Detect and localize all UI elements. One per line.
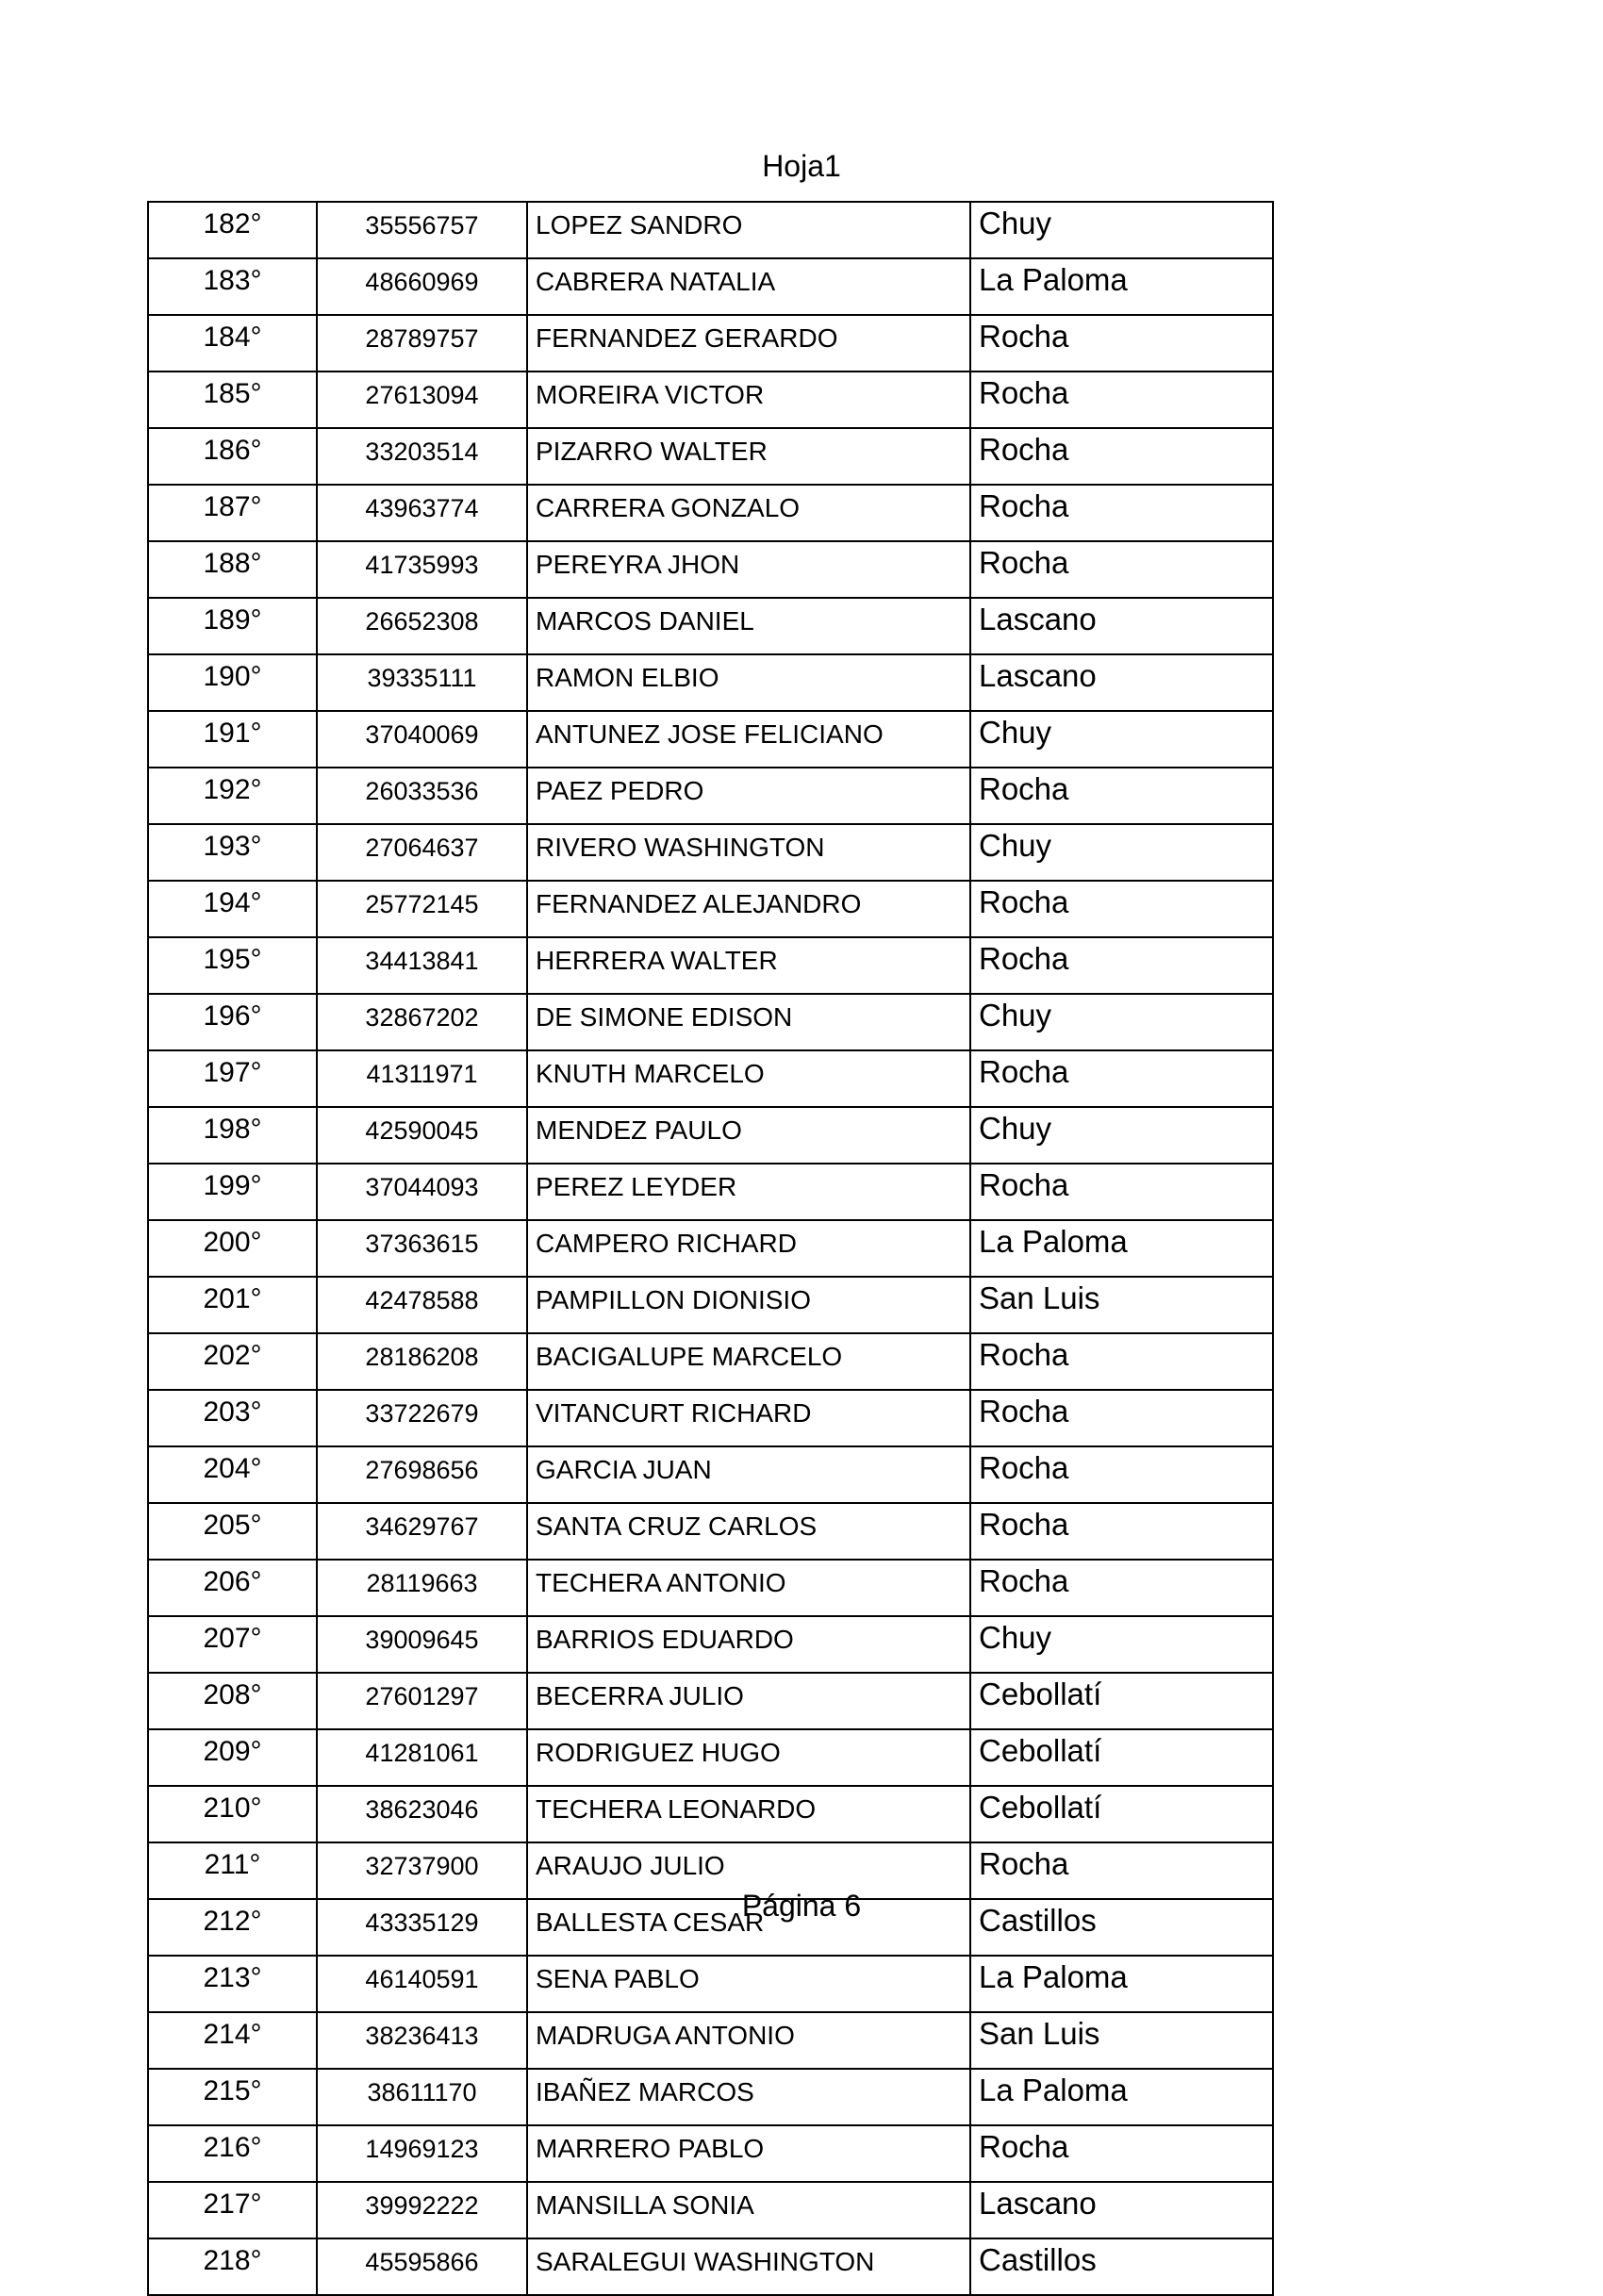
cell-person-name: BALLESTA CESAR [527, 1899, 970, 1956]
cell-person-name: LOPEZ SANDRO [527, 202, 970, 258]
cell-rank: 199° [148, 1164, 317, 1220]
cell-rank: 198° [148, 1107, 317, 1164]
cell-person-name: ARAUJO JULIO [527, 1842, 970, 1899]
cell-city: Rocha [970, 1842, 1273, 1899]
table-row [148, 2125, 1273, 2182]
table-row [148, 994, 1273, 1050]
cell-id-number: 45595866 [317, 2238, 527, 2295]
cell-rank: 186° [148, 428, 317, 485]
table-row [148, 654, 1273, 711]
cell-rank: 201° [148, 1277, 317, 1333]
cell-city: La Paloma [970, 258, 1273, 315]
cell-id-number: 41735993 [317, 541, 527, 598]
cell-person-name: FERNANDEZ GERARDO [527, 315, 970, 372]
cell-rank: 194° [148, 881, 317, 937]
table-row [148, 1560, 1273, 1616]
cell-id-number: 43963774 [317, 485, 527, 541]
cell-city: Rocha [970, 1390, 1273, 1446]
table-row [148, 202, 1273, 258]
cell-person-name: MANSILLA SONIA [527, 2182, 970, 2238]
cell-city: Rocha [970, 372, 1273, 428]
cell-id-number: 26652308 [317, 598, 527, 654]
cell-city: Rocha [970, 1333, 1273, 1390]
cell-id-number: 27613094 [317, 372, 527, 428]
cell-city: Rocha [970, 1560, 1273, 1616]
cell-city: Rocha [970, 315, 1273, 372]
cell-person-name: RIVERO WASHINGTON [527, 824, 970, 881]
cell-rank: 209° [148, 1729, 317, 1786]
table-row [148, 485, 1273, 541]
cell-city: Castillos [970, 1899, 1273, 1956]
cell-id-number: 41281061 [317, 1729, 527, 1786]
table-body [148, 202, 1273, 2295]
cell-city: La Paloma [970, 1220, 1273, 1277]
cell-city: Lascano [970, 598, 1273, 654]
table-row [148, 541, 1273, 598]
sheet-title: Hoja1 [762, 149, 841, 183]
cell-rank: 208° [148, 1673, 317, 1729]
cell-rank: 200° [148, 1220, 317, 1277]
table-row [148, 1729, 1273, 1786]
table-row [148, 711, 1273, 768]
cell-id-number: 28789757 [317, 315, 527, 372]
cell-id-number: 46140591 [317, 1956, 527, 2012]
cell-id-number: 43335129 [317, 1899, 527, 1956]
cell-rank: 193° [148, 824, 317, 881]
table-row [148, 1446, 1273, 1503]
cell-id-number: 34413841 [317, 937, 527, 994]
cell-person-name: BACIGALUPE MARCELO [527, 1333, 970, 1390]
cell-id-number: 39009645 [317, 1616, 527, 1673]
cell-person-name: BECERRA JULIO [527, 1673, 970, 1729]
cell-city: La Paloma [970, 2069, 1273, 2125]
cell-rank: 192° [148, 768, 317, 824]
cell-city: Rocha [970, 937, 1273, 994]
cell-person-name: MARCOS DANIEL [527, 598, 970, 654]
cell-city: Rocha [970, 2125, 1273, 2182]
cell-city: Rocha [970, 541, 1273, 598]
table-row [148, 1616, 1273, 1673]
cell-person-name: SARALEGUI WASHINGTON [527, 2238, 970, 2295]
cell-rank: 215° [148, 2069, 317, 2125]
table-row [148, 1220, 1273, 1277]
cell-city: Castillos [970, 2238, 1273, 2295]
table-row [148, 1107, 1273, 1164]
cell-rank: 218° [148, 2238, 317, 2295]
cell-id-number: 34629767 [317, 1503, 527, 1560]
table-row [148, 1390, 1273, 1446]
cell-city: Rocha [970, 1164, 1273, 1220]
cell-rank: 211° [148, 1842, 317, 1899]
cell-person-name: ANTUNEZ JOSE FELICIANO [527, 711, 970, 768]
cell-id-number: 28119663 [317, 1560, 527, 1616]
cell-person-name: HERRERA WALTER [527, 937, 970, 994]
cell-id-number: 42478588 [317, 1277, 527, 1333]
cell-id-number: 33203514 [317, 428, 527, 485]
cell-person-name: TECHERA LEONARDO [527, 1786, 970, 1842]
cell-person-name: FERNANDEZ ALEJANDRO [527, 881, 970, 937]
cell-person-name: GARCIA JUAN [527, 1446, 970, 1503]
cell-person-name: CARRERA GONZALO [527, 485, 970, 541]
cell-id-number: 37040069 [317, 711, 527, 768]
cell-rank: 187° [148, 485, 317, 541]
table-row [148, 2069, 1273, 2125]
cell-person-name: PIZARRO WALTER [527, 428, 970, 485]
table-row [148, 824, 1273, 881]
cell-id-number: 42590045 [317, 1107, 527, 1164]
cell-person-name: CAMPERO RICHARD [527, 1220, 970, 1277]
cell-id-number: 38236413 [317, 2012, 527, 2069]
cell-city: San Luis [970, 2012, 1273, 2069]
cell-person-name: IBAÑEZ MARCOS [527, 2069, 970, 2125]
cell-rank: 196° [148, 994, 317, 1050]
cell-rank: 182° [148, 202, 317, 258]
cell-city: Lascano [970, 654, 1273, 711]
cell-rank: 212° [148, 1899, 317, 1956]
table-row [148, 1050, 1273, 1107]
cell-id-number: 39992222 [317, 2182, 527, 2238]
cell-person-name: BARRIOS EDUARDO [527, 1616, 970, 1673]
cell-rank: 214° [148, 2012, 317, 2069]
cell-id-number: 32867202 [317, 994, 527, 1050]
cell-rank: 202° [148, 1333, 317, 1390]
cell-city: Chuy [970, 1616, 1273, 1673]
cell-rank: 210° [148, 1786, 317, 1842]
cell-city: Cebollatí [970, 1729, 1273, 1786]
table-row [148, 937, 1273, 994]
cell-person-name: PAEZ PEDRO [527, 768, 970, 824]
cell-rank: 216° [148, 2125, 317, 2182]
cell-city: Rocha [970, 428, 1273, 485]
cell-rank: 217° [148, 2182, 317, 2238]
cell-rank: 190° [148, 654, 317, 711]
cell-id-number: 25772145 [317, 881, 527, 937]
cell-person-name: CABRERA NATALIA [527, 258, 970, 315]
cell-rank: 213° [148, 1956, 317, 2012]
cell-city: Rocha [970, 1446, 1273, 1503]
cell-person-name: TECHERA ANTONIO [527, 1560, 970, 1616]
cell-city: Cebollatí [970, 1786, 1273, 1842]
cell-person-name: KNUTH MARCELO [527, 1050, 970, 1107]
table-row [148, 372, 1273, 428]
cell-person-name: PEREZ LEYDER [527, 1164, 970, 1220]
cell-id-number: 39335111 [317, 654, 527, 711]
table-row [148, 2182, 1273, 2238]
table-row [148, 1333, 1273, 1390]
cell-city: Chuy [970, 994, 1273, 1050]
table-row [148, 2238, 1273, 2295]
cell-rank: 207° [148, 1616, 317, 1673]
cell-city: Chuy [970, 1107, 1273, 1164]
cell-id-number: 37363615 [317, 1220, 527, 1277]
cell-id-number: 32737900 [317, 1842, 527, 1899]
table-row [148, 315, 1273, 372]
table-row [148, 1956, 1273, 2012]
table-row [148, 258, 1273, 315]
cell-city: Rocha [970, 1050, 1273, 1107]
cell-id-number: 35556757 [317, 202, 527, 258]
cell-id-number: 26033536 [317, 768, 527, 824]
cell-city: La Paloma [970, 1956, 1273, 2012]
table-row [148, 428, 1273, 485]
cell-rank: 191° [148, 711, 317, 768]
cell-id-number: 28186208 [317, 1333, 527, 1390]
table-row [148, 1673, 1273, 1729]
cell-city: Cebollatí [970, 1673, 1273, 1729]
cell-city: Lascano [970, 2182, 1273, 2238]
cell-id-number: 27064637 [317, 824, 527, 881]
cell-id-number: 41311971 [317, 1050, 527, 1107]
cell-rank: 189° [148, 598, 317, 654]
page-number-footer: Página 6 [741, 1889, 862, 1923]
table-row [148, 881, 1273, 937]
cell-city: Rocha [970, 1503, 1273, 1560]
cell-city: Chuy [970, 824, 1273, 881]
cell-person-name: SENA PABLO [527, 1956, 970, 2012]
table-row [148, 2012, 1273, 2069]
cell-rank: 183° [148, 258, 317, 315]
cell-person-name: RODRIGUEZ HUGO [527, 1729, 970, 1786]
cell-person-name: MARRERO PABLO [527, 2125, 970, 2182]
cell-rank: 206° [148, 1560, 317, 1616]
cell-id-number: 33722679 [317, 1390, 527, 1446]
cell-city: Rocha [970, 768, 1273, 824]
cell-rank: 197° [148, 1050, 317, 1107]
cell-person-name: PEREYRA JHON [527, 541, 970, 598]
cell-city: Rocha [970, 485, 1273, 541]
cell-rank: 203° [148, 1390, 317, 1446]
cell-city: Rocha [970, 881, 1273, 937]
cell-id-number: 37044093 [317, 1164, 527, 1220]
cell-person-name: VITANCURT RICHARD [527, 1390, 970, 1446]
cell-person-name: MENDEZ PAULO [527, 1107, 970, 1164]
cell-rank: 188° [148, 541, 317, 598]
cell-person-name: MOREIRA VICTOR [527, 372, 970, 428]
cell-person-name: MADRUGA ANTONIO [527, 2012, 970, 2069]
cell-city: Chuy [970, 202, 1273, 258]
table-row [148, 768, 1273, 824]
cell-id-number: 48660969 [317, 258, 527, 315]
table-row [148, 1164, 1273, 1220]
cell-person-name: SANTA CRUZ CARLOS [527, 1503, 970, 1560]
table-row [148, 598, 1273, 654]
cell-rank: 204° [148, 1446, 317, 1503]
cell-person-name: PAMPILLON DIONISIO [527, 1277, 970, 1333]
table-row [148, 1503, 1273, 1560]
table-row [148, 1277, 1273, 1333]
cell-person-name: DE SIMONE EDISON [527, 994, 970, 1050]
cell-id-number: 27698656 [317, 1446, 527, 1503]
cell-city: San Luis [970, 1277, 1273, 1333]
cell-rank: 195° [148, 937, 317, 994]
cell-city: Chuy [970, 711, 1273, 768]
cell-id-number: 14969123 [317, 2125, 527, 2182]
cell-person-name: RAMON ELBIO [527, 654, 970, 711]
cell-id-number: 38623046 [317, 1786, 527, 1842]
cell-rank: 185° [148, 372, 317, 428]
table-row [148, 1786, 1273, 1842]
roster-table [147, 201, 1274, 2296]
cell-id-number: 27601297 [317, 1673, 527, 1729]
cell-id-number: 38611170 [317, 2069, 527, 2125]
cell-rank: 205° [148, 1503, 317, 1560]
cell-rank: 184° [148, 315, 317, 372]
